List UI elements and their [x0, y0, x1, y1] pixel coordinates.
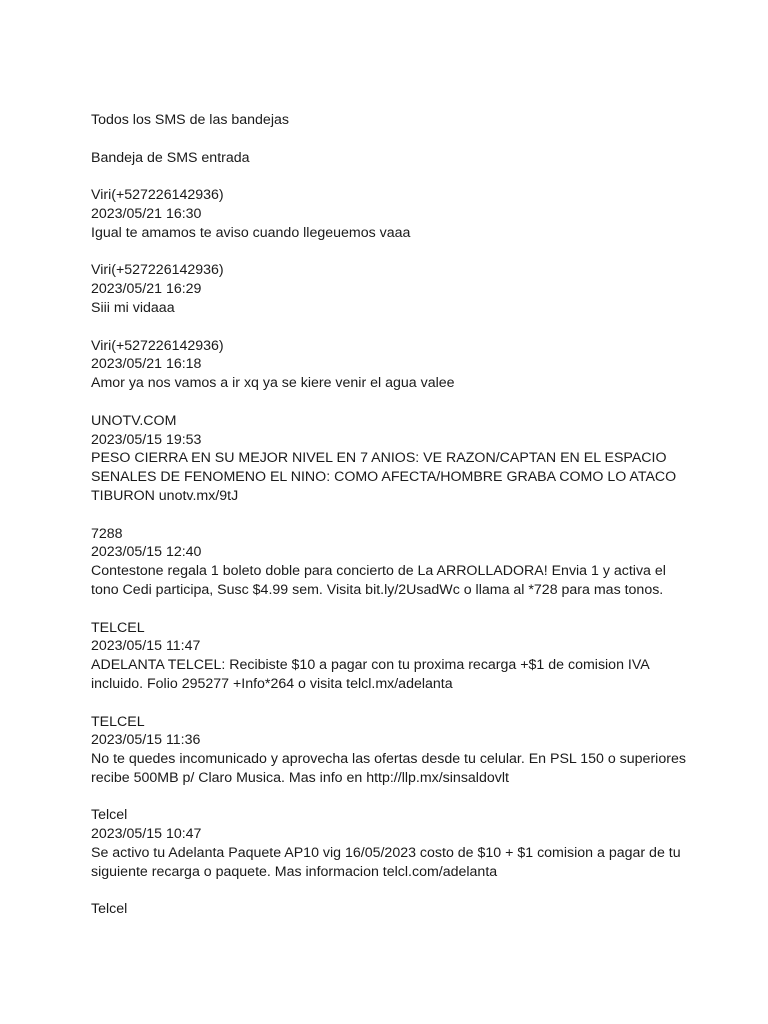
- sms-sender: UNOTV.COM: [91, 412, 177, 429]
- sms-message: [91, 337, 691, 393]
- sms-date: 2023/05/15 12:40: [91, 544, 202, 561]
- sms-sender: Telcel: [91, 807, 128, 824]
- sms-body-line: Amor ya nos vamos a ir xq ya se kiere venir el agua valee: [91, 375, 455, 392]
- document-page: [91, 111, 691, 938]
- sms-message: [91, 713, 691, 788]
- sms-date: 2023/05/21 16:29: [91, 281, 202, 298]
- sms-body-line: incluido. Folio 295277 +Info*264 o visita telcl.mx/adelanta: [91, 675, 453, 692]
- sms-body-line: No te quedes incomunicado y aprovecha las ofertas desde tu celular. En PSL 150 o superiores: [91, 751, 686, 768]
- sms-message: [91, 619, 691, 694]
- sms-sender: Viri(+527226142936): [91, 262, 224, 279]
- sms-body-line: Se activo tu Adelanta Paquete AP10 vig 16/05/2023 costo de $10 + $1 comision a pagar de tu: [91, 845, 681, 862]
- sms-date: 2023/05/15 19:53: [91, 431, 202, 448]
- sms-message: [91, 186, 691, 242]
- sms-sender: Viri(+527226142936): [91, 337, 224, 354]
- sms-message: [91, 261, 691, 317]
- sms-sender: 7288: [91, 525, 123, 542]
- sms-body-line: TIBURON unotv.mx/9tJ: [91, 487, 239, 504]
- document-title: Todos los SMS de las bandejas: [91, 112, 289, 128]
- sms-sender: Telcel: [91, 901, 128, 918]
- sms-body-line: tono Cedi participa, Susc $4.99 sem. Visita bit.ly/2UsadWc o llama al *728 para mas tonos.: [91, 581, 664, 598]
- spacer: [91, 167, 691, 186]
- sms-body-line: Contestone regala 1 boleto doble para concierto de La ARROLLADORA! Envia 1 y activa el: [91, 563, 666, 580]
- sms-body-line: PESO CIERRA EN SU MEJOR NIVEL EN 7 ANIOS: VE RAZON/CAPTAN EN EL ESPACIO: [91, 450, 667, 467]
- sms-body-line: Igual te amamos te aviso cuando llegeuemos vaaa: [91, 224, 411, 241]
- sms-date: 2023/05/15 11:36: [91, 732, 201, 749]
- sms-body-line: Siii mi vidaaa: [91, 299, 175, 316]
- sms-message: [91, 412, 691, 506]
- sms-message: [91, 900, 691, 919]
- sms-sender: TELCEL: [91, 713, 145, 730]
- inbox-section-title: Bandeja de SMS entrada: [91, 149, 250, 166]
- sms-body-line: siguiente recarga o paquete. Mas informacion telcl.com/adelanta: [91, 863, 498, 880]
- sms-body-line: SENALES DE FENOMENO EL NINO: COMO AFECTA/HOMBRE GRABA COMO LO ATACO: [91, 469, 677, 486]
- sms-body-line: recibe 500MB p/ Claro Musica. Mas info en http://llp.mx/sinsaldovlt: [91, 769, 509, 786]
- sms-message: [91, 806, 691, 881]
- sms-sender: Viri(+527226142936): [91, 187, 224, 204]
- sms-date: 2023/05/15 10:47: [91, 826, 202, 843]
- sms-message: [91, 525, 691, 600]
- sms-date: 2023/05/21 16:30: [91, 205, 202, 222]
- sms-date: 2023/05/15 11:47: [91, 638, 201, 655]
- sms-sender: TELCEL: [91, 619, 145, 636]
- sms-date: 2023/05/21 16:18: [91, 356, 202, 373]
- spacer: [91, 130, 691, 149]
- sms-body-line: ADELANTA TELCEL: Recibiste $10 a pagar con tu proxima recarga +$1 de comision IVA: [91, 657, 650, 674]
